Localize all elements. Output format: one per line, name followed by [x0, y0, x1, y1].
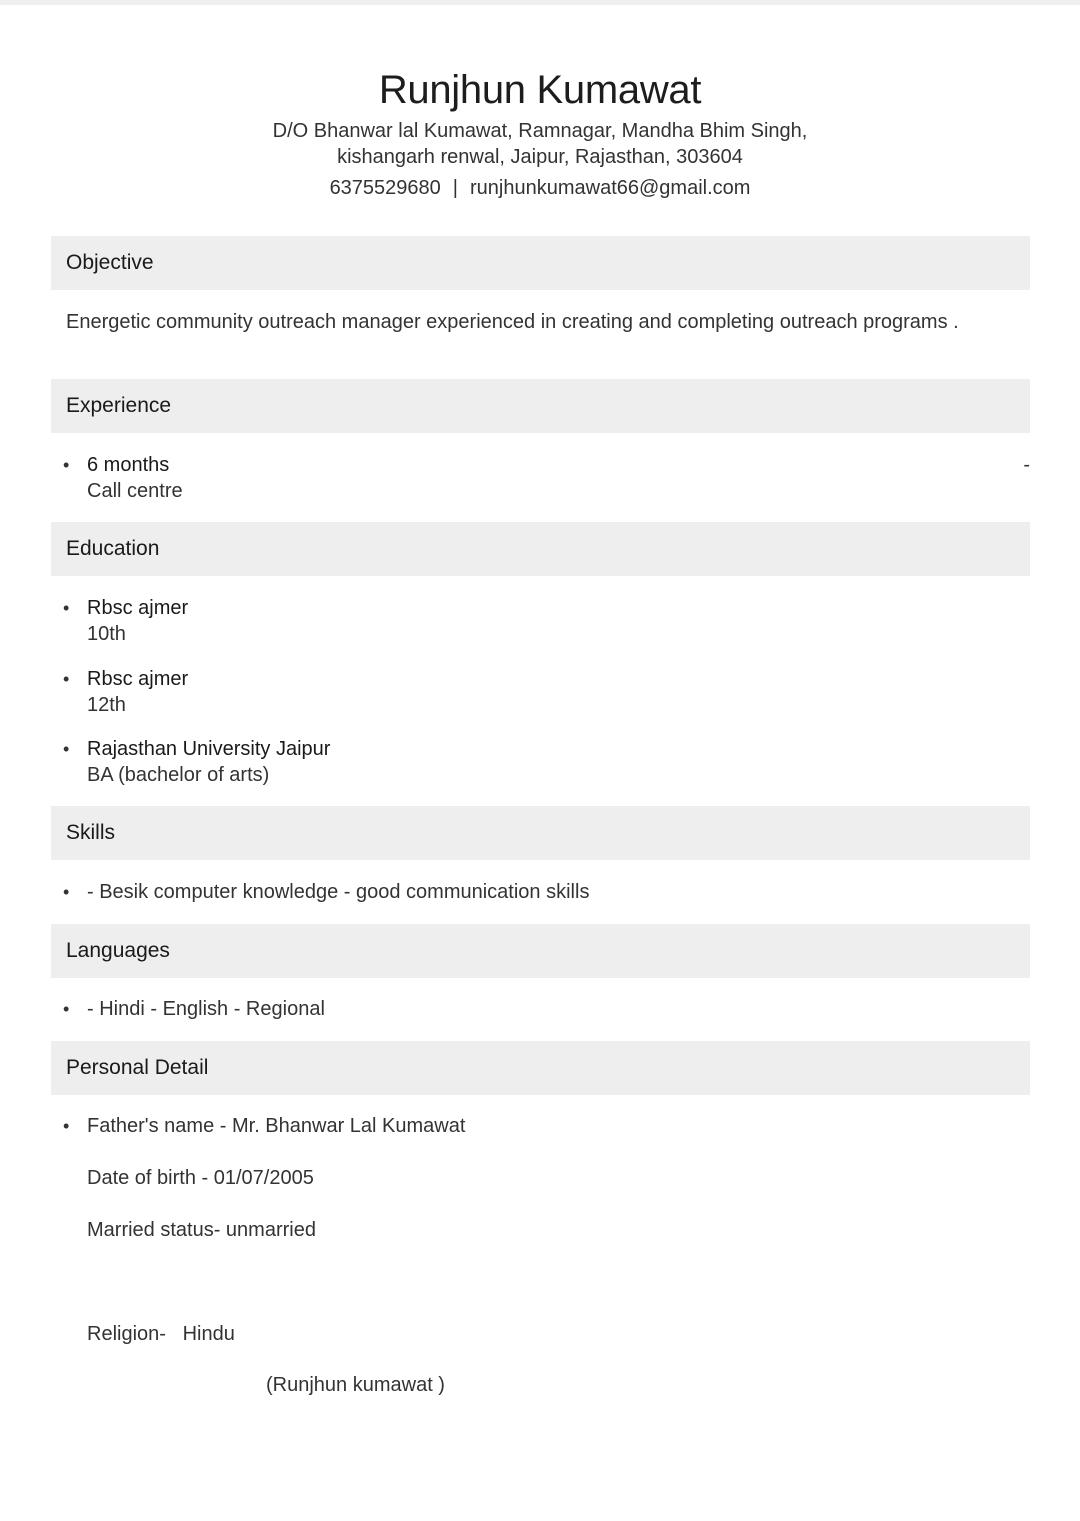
section-heading-objective: Objective [51, 236, 1030, 290]
education-subtitle: BA (bachelor of arts) [87, 764, 270, 786]
section-heading-languages: Languages [51, 924, 1030, 978]
candidate-name: Runjhun Kumawat [378, 68, 702, 112]
address-line-2: kishangarh renwal, Jaipur, Rajasthan, 303604 [337, 146, 743, 168]
languages-text: • - Hindi - English - Regional [87, 998, 325, 1020]
address-line-1: D/O Bhanwar lal Kumawat, Ramnagar, Mandha Bhim Singh, [272, 120, 808, 142]
section-heading-education: Education [51, 522, 1030, 576]
personal-detail-dob: Date of birth - 01/07/2005 [87, 1167, 314, 1189]
education-item [87, 595, 1030, 647]
experience-subtitle: Call centre [87, 480, 183, 502]
education-title: • Rbsc ajmer [87, 668, 189, 690]
education-title: • Rajasthan University Jaipur [87, 738, 331, 760]
top-border [0, 0, 1080, 5]
section-heading-skills: Skills [51, 806, 1030, 860]
education-subtitle: 10th [87, 623, 126, 645]
personal-detail-line [87, 1269, 1030, 1373]
personal-detail-item [87, 1113, 1030, 1139]
resume-header [0, 64, 1080, 201]
experience-title: • 6 months [87, 454, 170, 476]
experience-date: - [1023, 454, 1030, 476]
personal-detail-religion: Religion- Hindu [87, 1323, 235, 1345]
contact-line [0, 175, 1080, 201]
section-heading-experience: Experience [51, 379, 1030, 433]
education-item [87, 666, 1030, 718]
personal-detail-line [87, 1217, 1030, 1243]
education-item [87, 736, 1030, 788]
education-title: • Rbsc ajmer [87, 597, 189, 619]
section-heading-personal-detail: Personal Detail [51, 1041, 1030, 1095]
experience-item [87, 452, 1030, 504]
personal-detail-father: • Father's name - Mr. Bhanwar Lal Kumawat [87, 1115, 466, 1137]
signature: (Runjhun kumawat ) [266, 1374, 445, 1396]
skills-item [87, 879, 1030, 905]
contact-separator: | [452, 177, 458, 199]
languages-item [87, 996, 1030, 1022]
skills-text: • - Besik computer knowledge - good communication skills [87, 881, 590, 903]
email-address: runjhunkumawat66@gmail.com [470, 177, 751, 199]
objective-text: Energetic community outreach manager experienced in creating and completing outreach programs . [66, 311, 959, 333]
education-subtitle: 12th [87, 694, 126, 716]
phone-number: 6375529680 [329, 177, 441, 199]
personal-detail-line [87, 1165, 1030, 1191]
personal-detail-marital-status: Married status- unmarried [87, 1219, 316, 1241]
